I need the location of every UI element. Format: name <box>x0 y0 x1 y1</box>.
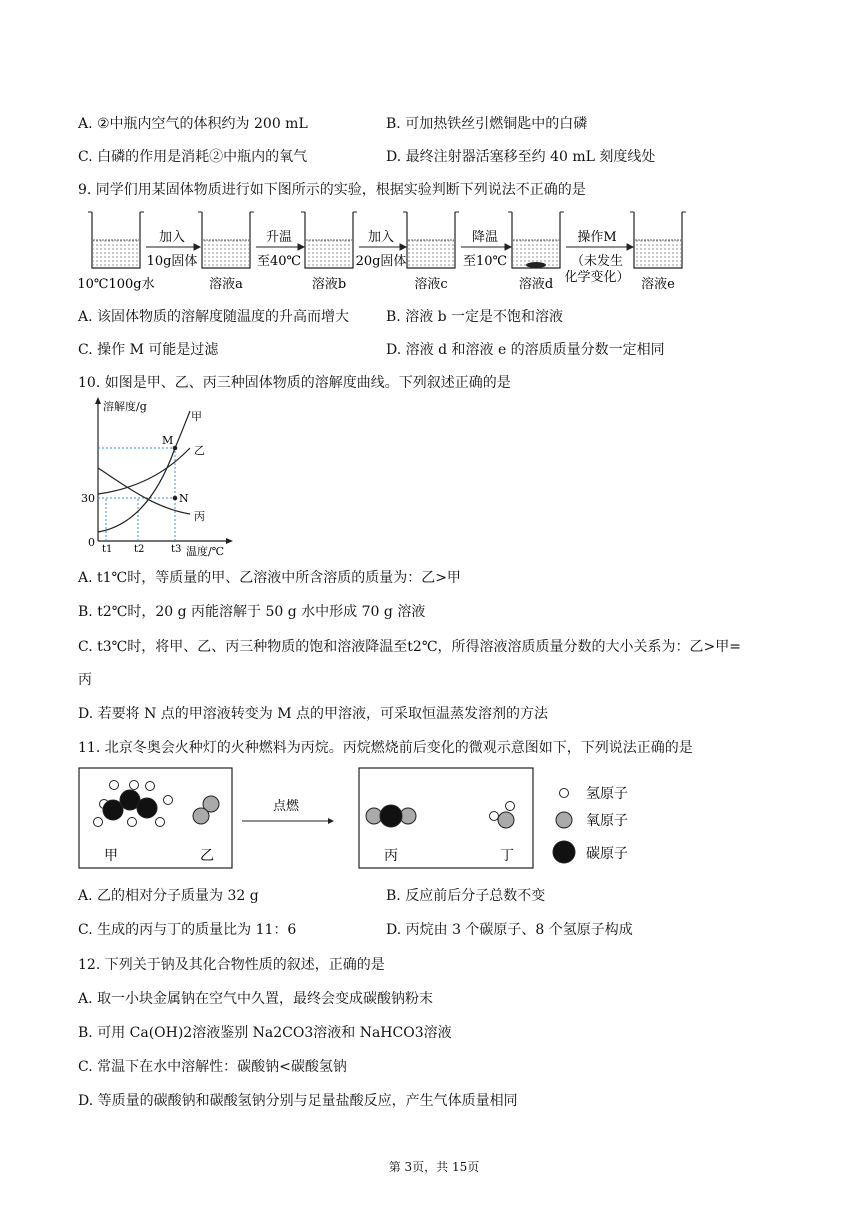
q9-option-a: A. 该固体物质的溶解度随温度的升高而增大 <box>78 309 350 325</box>
arrow4-bottom: 至10℃ <box>462 254 508 269</box>
q11-option-c: C. 生成的丙与丁的质量比为 11：6 <box>78 922 297 938</box>
q11-option-a: A. 乙的相对分子质量为 32 g <box>78 888 259 904</box>
arrow-label: 点燃 <box>272 799 300 814</box>
q9-stem: 9. 同学们用某固体物质进行如下图所示的实验，根据实验判断下列说法不正确的是 <box>78 182 586 198</box>
graph-ytick-30: 30 <box>81 492 95 505</box>
label-yi: 乙 <box>200 848 214 864</box>
curve-label-bing: 丙 <box>194 510 205 523</box>
graph-xtick-t1: t1 <box>102 544 113 555</box>
legend <box>553 789 575 864</box>
point-label-m: M <box>162 434 174 447</box>
q9-option-d: D. 溶液 d 和溶液 e 的溶质质量分数一定相同 <box>386 342 665 358</box>
beaker-4 <box>403 212 459 268</box>
graph-xtick-t3: t3 <box>171 544 182 555</box>
co2-molecule <box>366 805 416 827</box>
curve-jia <box>98 411 190 532</box>
graph-ylabel: 溶解度/g <box>103 400 147 413</box>
beaker-1 <box>88 212 144 268</box>
graph-origin: 0 <box>88 536 95 549</box>
label-bing: 丙 <box>384 848 398 864</box>
arrow5-top: 操作M <box>577 230 617 245</box>
legend-oxygen: 氧原子 <box>586 813 628 829</box>
beaker-label-1: 10℃100g水 <box>77 277 155 292</box>
beaker-label-5: 溶液d <box>518 277 554 292</box>
q12-option-c: C. 常温下在水中溶解性：碳酸钠<碳酸氢钠 <box>78 1059 347 1075</box>
q11-stem: 11. 北京冬奥会火种灯的火种燃料为丙烷。丙烷燃烧前后变化的微观示意图如下，下列说法正确的是 <box>78 740 693 756</box>
arrow1-bottom: 10g固体 <box>146 254 198 269</box>
q10-stem: 10. 如图是甲、乙、丙三种固体物质的溶解度曲线。下列叙述正确的是 <box>78 375 511 391</box>
label-ding: 丁 <box>500 848 514 864</box>
arrow4-top: 降温 <box>471 230 499 245</box>
beaker-2 <box>198 212 254 268</box>
q11-option-b: B. 反应前后分子总数不变 <box>386 888 546 904</box>
q11-option-d: D. 丙烷由 3 个碳原子、8 个氢原子构成 <box>386 922 633 938</box>
q12-option-b: B. 可用 Ca(OH)2溶液鉴别 Na2CO3溶液和 NaHCO3溶液 <box>78 1025 452 1041</box>
q10-option-a: A. t1℃时，等质量的甲、乙溶液中所含溶质的质量为：乙>甲 <box>78 570 461 586</box>
label-jia: 甲 <box>104 848 118 864</box>
oxygen-molecule <box>193 796 219 824</box>
graph-xlabel: 温度/℃ <box>186 545 225 558</box>
arrow1-top: 加入 <box>158 230 186 245</box>
beaker-label-6: 溶液e <box>641 277 675 292</box>
beaker-label-4: 溶液c <box>414 277 448 292</box>
point-label-n: N <box>179 492 189 505</box>
q10-solubility-graph <box>78 396 248 558</box>
arrow3-top: 加入 <box>367 230 395 245</box>
beaker-6 <box>630 212 686 268</box>
arrow5-bottom2: 化学变化） <box>564 270 630 285</box>
propane-molecule <box>94 781 173 827</box>
q12-option-a: A. 取一小块金属钠在空气中久置，最终会变成碳酸钠粉末 <box>78 991 434 1007</box>
q12-option-d: D. 等质量的碳酸钠和碳酸氢钠分别与足量盐酸反应，产生气体质量相同 <box>78 1093 518 1109</box>
q9-experiment-diagram <box>76 204 696 296</box>
beaker-5 <box>508 212 564 268</box>
q10-option-d: D. 若要将 N 点的甲溶液转变为 M 点的甲溶液，可采取恒温蒸发溶剂的方法 <box>78 706 549 722</box>
q9-option-c: C. 操作 M 可能是过滤 <box>78 342 219 358</box>
q10-option-c-line2: 丙 <box>78 672 92 688</box>
legend-hydrogen: 氢原子 <box>586 786 628 802</box>
q12-stem: 12. 下列关于钠及其化合物性质的叙述，正确的是 <box>78 957 385 973</box>
beaker-label-2: 溶液a <box>209 277 243 292</box>
curve-label-yi: 乙 <box>194 444 205 457</box>
graph-xtick-t2: t2 <box>134 544 145 555</box>
q8-option-c: C. 白磷的作用是消耗②中瓶内的氧气 <box>78 149 308 165</box>
q10-option-c-line1: C. t3℃时，将甲、乙、丙三种物质的饱和溶液降温至t2℃，所得溶液溶质质量分数的大小关系为：乙>甲= <box>78 639 741 655</box>
q8-option-b: B. 可加热铁丝引燃铜匙中的白磷 <box>386 116 588 132</box>
page-footer: 第 3页，共 15页 <box>388 1160 480 1174</box>
beaker-label-3: 溶液b <box>311 277 347 292</box>
q11-reaction-diagram <box>78 764 658 872</box>
curve-yi <box>98 448 190 494</box>
water-molecule <box>490 802 515 829</box>
arrow5-bottom: （未发生 <box>570 254 624 269</box>
legend-carbon: 碳原子 <box>586 846 628 862</box>
q9-option-b: B. 溶液 b 一定是不饱和溶液 <box>386 309 564 325</box>
arrow2-bottom: 至40℃ <box>256 254 302 269</box>
q8-option-a: A. ②中瓶内空气的体积约为 200 mL <box>78 116 308 132</box>
arrow2-top: 升温 <box>265 230 293 245</box>
q10-option-b: B. t2℃时，20 g 丙能溶解于 50 g 水中形成 70 g 溶液 <box>78 604 426 620</box>
arrow3-bottom: 20g固体 <box>355 254 407 269</box>
beaker-3 <box>301 212 357 268</box>
curve-label-jia: 甲 <box>191 410 202 423</box>
q8-option-d: D. 最终注射器活塞移至约 40 mL 刻度线处 <box>386 149 656 165</box>
